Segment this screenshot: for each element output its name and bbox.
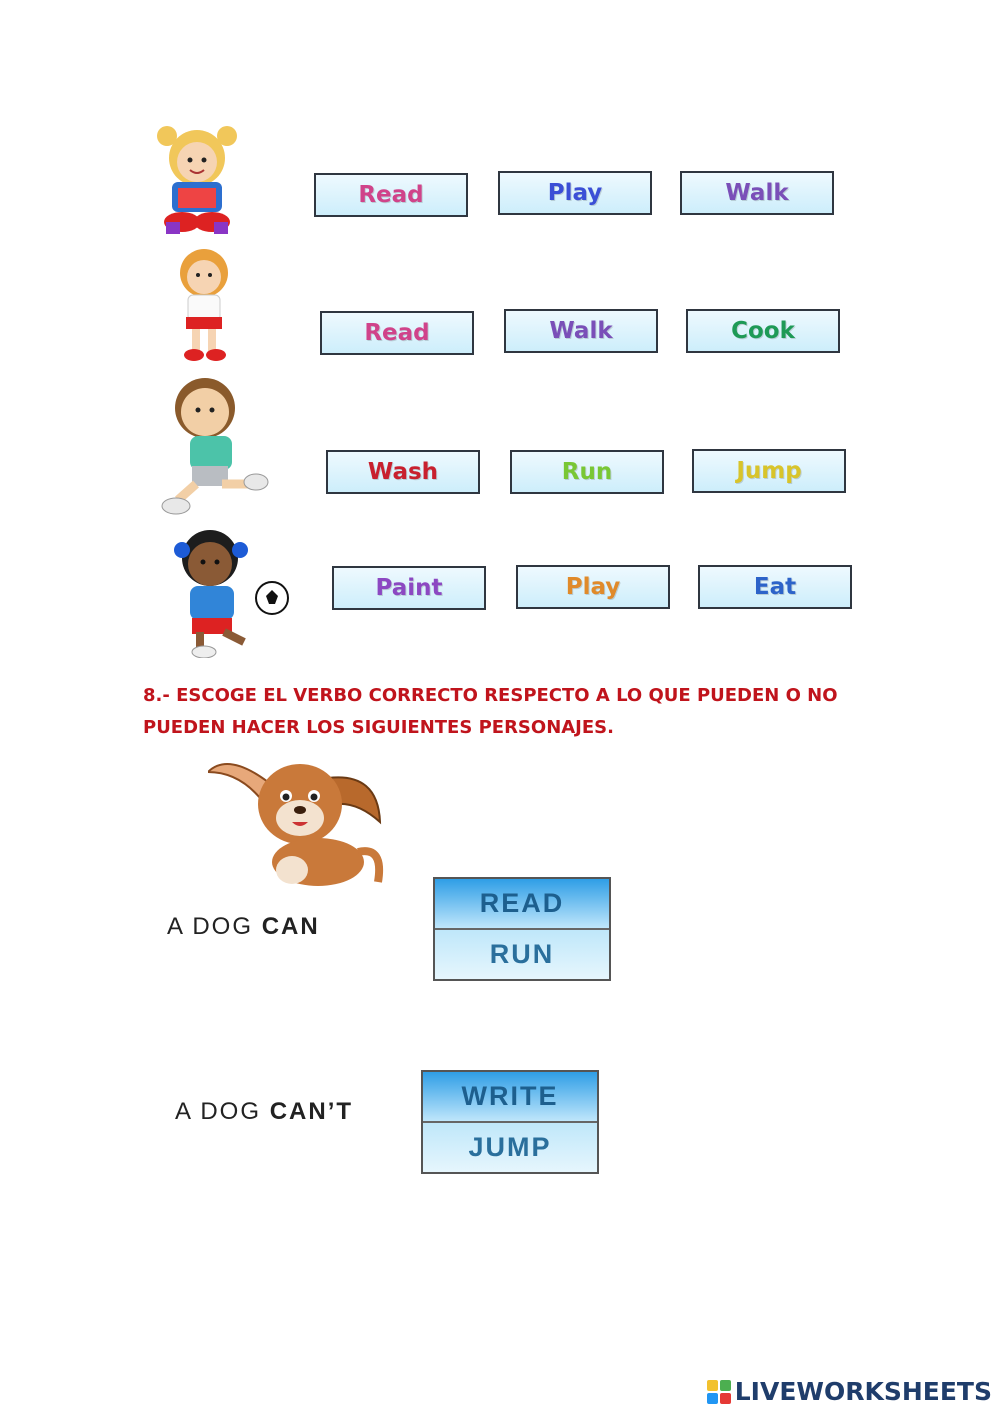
row2-option-1[interactable]: [320, 311, 474, 355]
brand-name: LIVEWORKSHEETS: [734, 1377, 992, 1406]
option-label: Paint: [375, 575, 443, 601]
option-label: Jump: [736, 458, 802, 484]
choice-read[interactable]: READ: [435, 879, 609, 930]
choice-write[interactable]: WRITE: [423, 1072, 597, 1123]
dog-illustration: [208, 752, 392, 888]
option-label: Eat: [753, 574, 797, 600]
row3-option-1[interactable]: [326, 450, 480, 494]
girl-reading-illustration: [152, 118, 242, 238]
option-label: Read: [364, 320, 430, 346]
row1-option-2[interactable]: [498, 171, 652, 215]
girl-eating-illustration: [168, 245, 240, 365]
boy-running-illustration: [160, 372, 270, 520]
option-label: Run: [561, 459, 613, 485]
sentence-modal: CAN’T: [269, 1098, 354, 1125]
exercise-instruction: 8.- ESCOGE EL VERBO CORRECTO RESPECTO A LO QUE PUEDEN O NO PUEDEN HACER LOS SIGUIENTES PERSONAJES.: [143, 685, 838, 738]
option-label: Read: [358, 182, 424, 208]
row4-option-1[interactable]: [332, 566, 486, 610]
liveworksheets-footer: [707, 1377, 992, 1406]
sentence-dog-cant: [175, 1098, 353, 1126]
row2-option-2[interactable]: [504, 309, 658, 353]
row4-option-2[interactable]: [516, 565, 670, 609]
row1-option-3[interactable]: [680, 171, 834, 215]
option-label: Wash: [367, 459, 439, 485]
option-label: Walk: [725, 180, 789, 206]
choice-run[interactable]: RUN: [435, 930, 609, 979]
choice-jump[interactable]: JUMP: [423, 1123, 597, 1172]
option-label: Play: [547, 180, 603, 206]
row3-option-3[interactable]: [692, 449, 846, 493]
row1-option-1[interactable]: [314, 173, 468, 217]
sentence-subject: A DOG: [175, 1098, 262, 1125]
girl-soccer-illustration: [160, 524, 292, 658]
liveworksheets-logo-icon: [707, 1380, 731, 1404]
row3-option-2[interactable]: [510, 450, 664, 494]
option-label: Walk: [549, 318, 613, 344]
sentence-dog-can: [167, 913, 320, 941]
row4-option-3[interactable]: [698, 565, 852, 609]
row2-option-3[interactable]: [686, 309, 840, 353]
option-label: Cook: [731, 318, 795, 344]
choice-box-cant: [421, 1070, 599, 1174]
sentence-subject: A DOG: [167, 913, 254, 940]
option-label: Play: [565, 574, 621, 600]
choice-box-can: [433, 877, 611, 981]
sentence-modal: CAN: [261, 913, 320, 940]
